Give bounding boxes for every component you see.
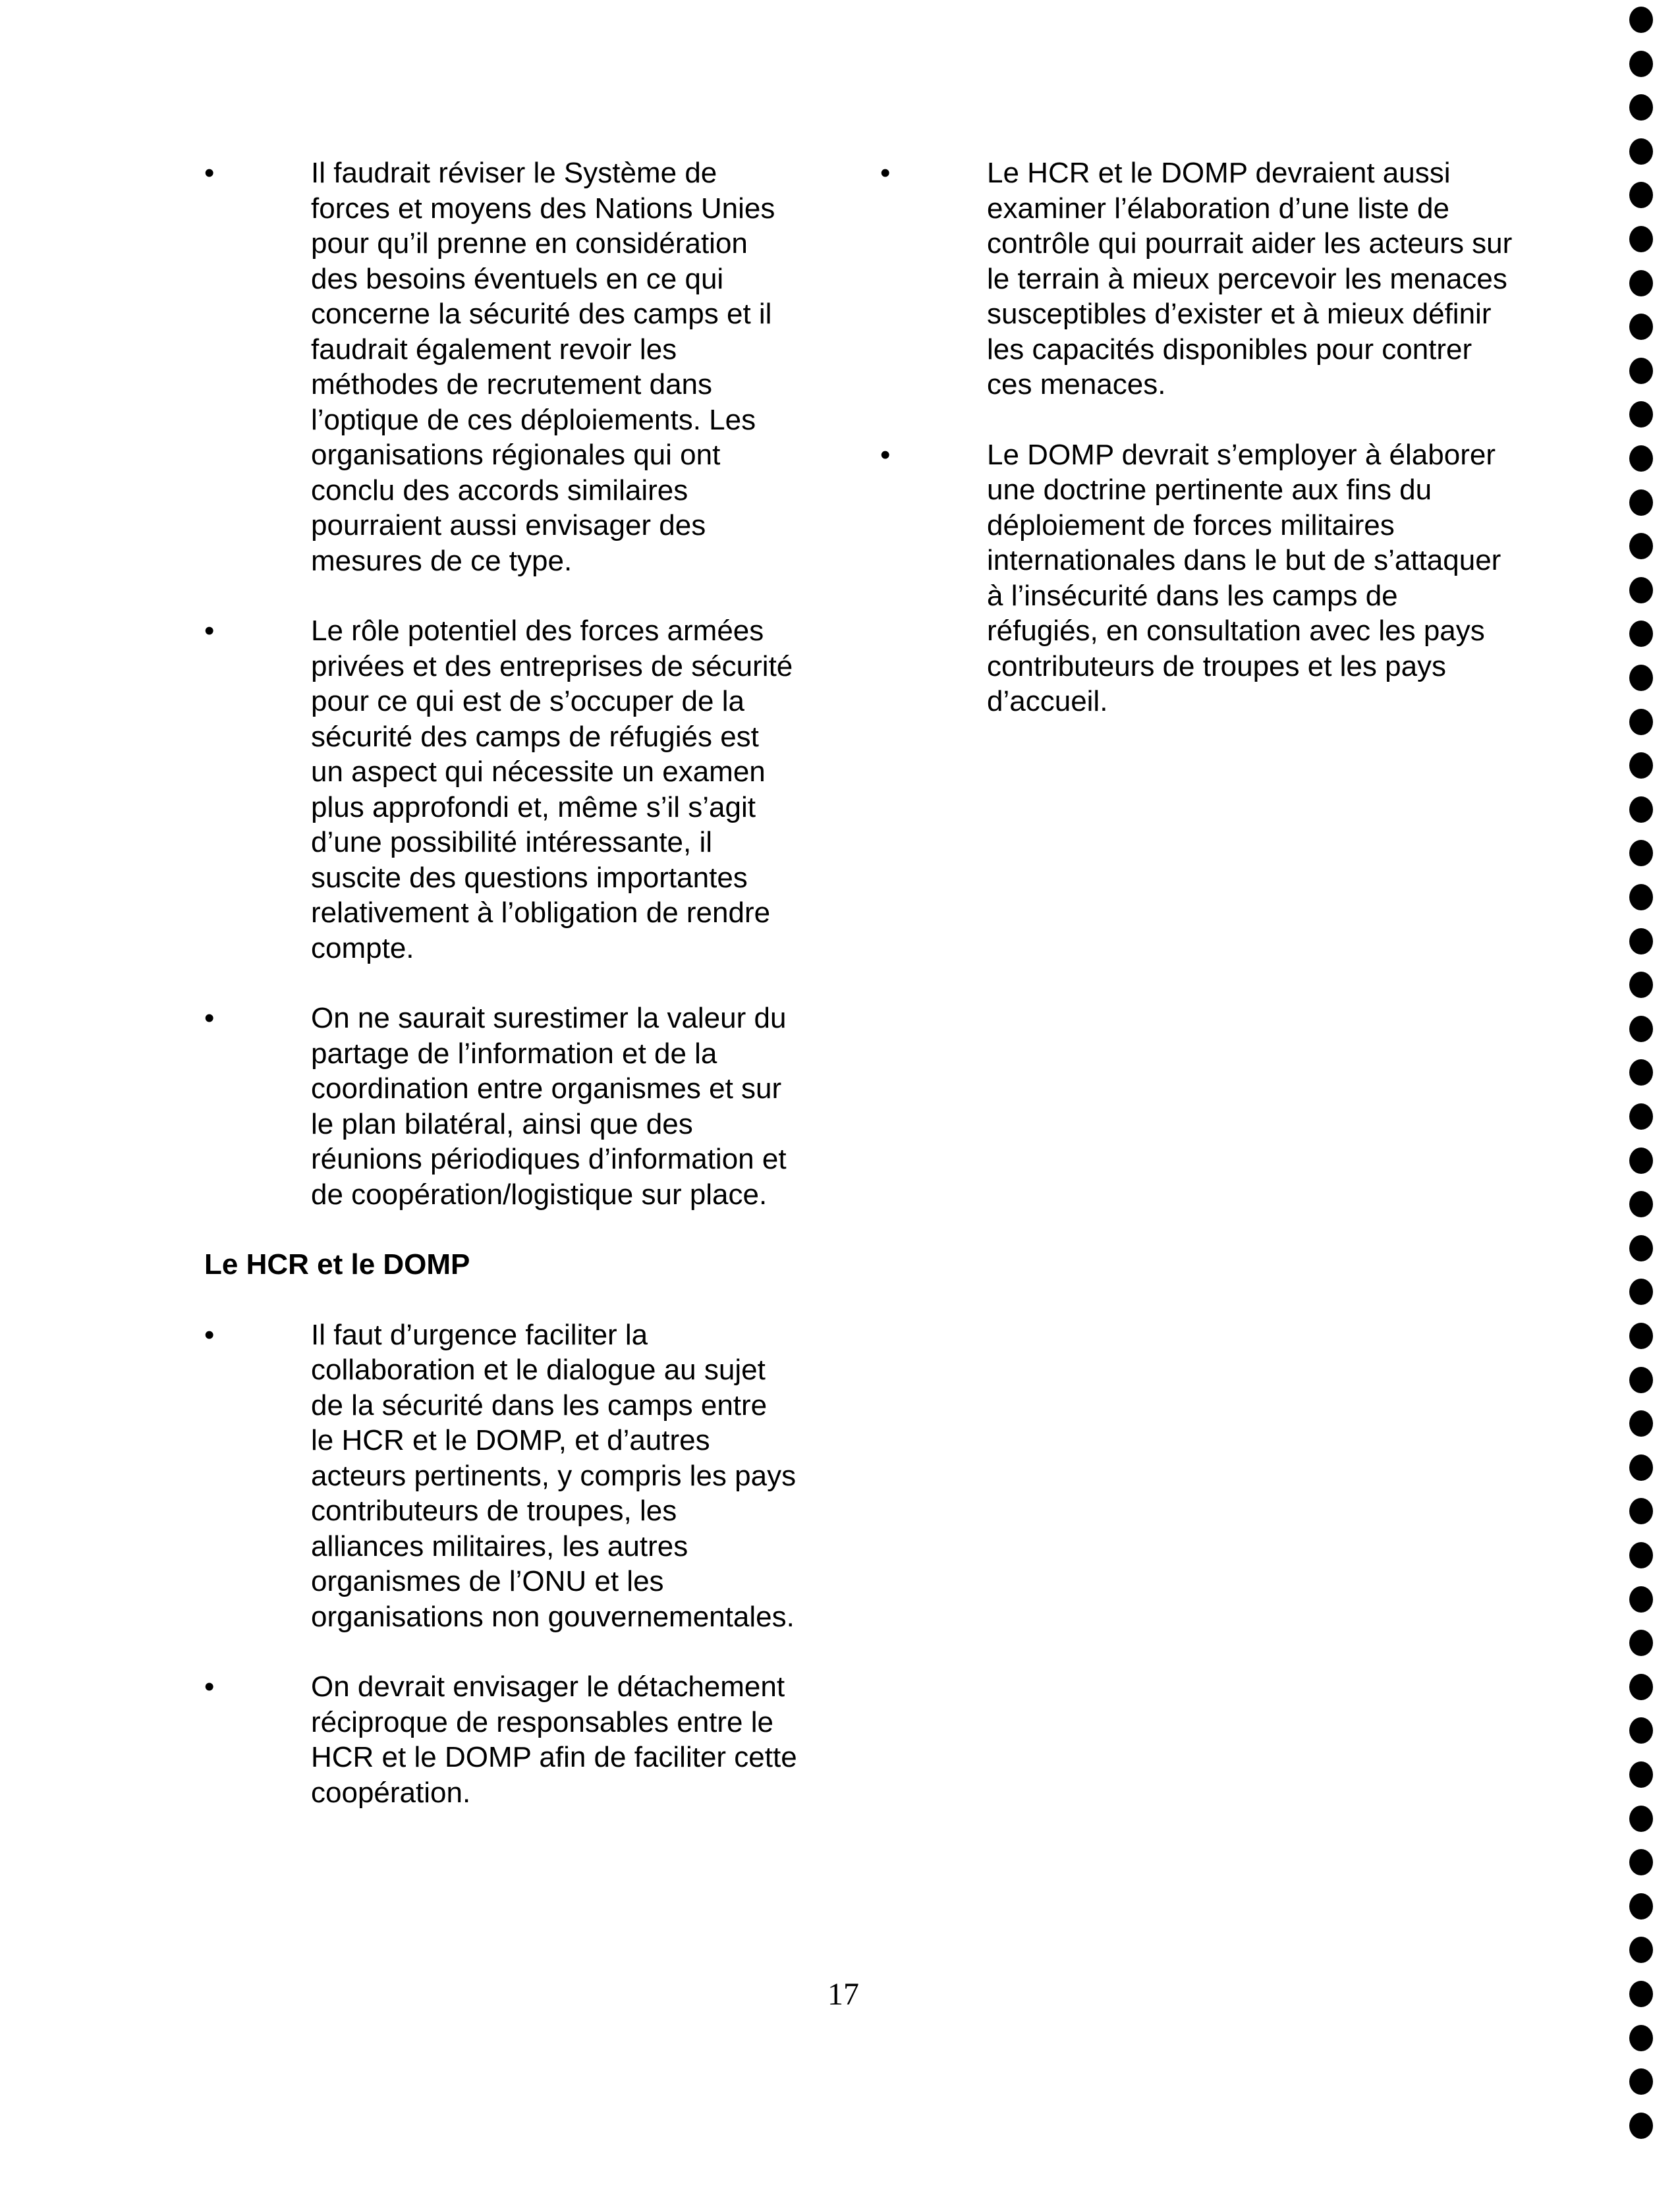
- binding-hole: [1629, 533, 1653, 559]
- binding-hole: [1629, 1103, 1653, 1130]
- binding-hole: [1629, 2025, 1653, 2051]
- section-heading: Le HCR et le DOMP: [204, 1248, 470, 1281]
- left-column: [204, 155, 797, 1845]
- binding-hole: [1629, 884, 1653, 910]
- list-item-text: On devrait envisager le détachement réciproque de responsables entre le HCR et le DOMP afin de faciliter cette coopération.: [311, 1671, 797, 1809]
- binding-hole: [1629, 577, 1653, 603]
- binding-hole: [1629, 972, 1653, 998]
- binding-hole: [1629, 1279, 1653, 1305]
- binding-hole: [1629, 1498, 1653, 1524]
- binding-hole: [1629, 358, 1653, 384]
- list-item: [204, 1001, 797, 1212]
- binding-hole: [1629, 1323, 1653, 1349]
- binding-hole: [1629, 270, 1653, 296]
- right-column: [880, 155, 1513, 754]
- binding-hole: [1629, 7, 1653, 33]
- binding-hole: [1629, 401, 1653, 428]
- binding-hole: [1629, 94, 1653, 121]
- binding-hole: [1629, 752, 1653, 779]
- binding-hole: [1629, 1059, 1653, 1086]
- binding-hole: [1629, 1717, 1653, 1744]
- binding-hole: [1629, 1235, 1653, 1261]
- binding-hole: [1629, 1981, 1653, 2007]
- list-item: [880, 155, 1513, 402]
- list-item: [204, 1317, 797, 1635]
- list-item: [204, 613, 797, 966]
- binding-hole: [1629, 1542, 1653, 1568]
- binding-hole: [1629, 840, 1653, 866]
- binding-hole: [1629, 1454, 1653, 1481]
- list-item-text: Le DOMP devrait s’employer à élaborer une doctrine pertinente aux fins du déploiement de forces militaires internationales dans le but de s’attaquer à l’insécurité dans les camps de réfugiés, en consultation avec les pays contributeurs de troupes et les pays d’accueil.: [987, 438, 1501, 717]
- list-item-text: Le HCR et le DOMP devraient aussi examiner l’élaboration d’une liste de contrôle qui pourrait aider les acteurs sur le terrain à mieux percevoir les menaces susceptibles d’exister et à mieux définir les capacités disponibles pour contrer ces menaces.: [987, 157, 1513, 401]
- binding-hole: [1629, 621, 1653, 647]
- binding-hole: [1629, 1761, 1653, 1788]
- binding-hole: [1629, 1806, 1653, 1832]
- binding-hole: [1629, 1586, 1653, 1613]
- binding-hole: [1629, 1937, 1653, 1963]
- binding-hole: [1629, 445, 1653, 472]
- binding-hole: [1629, 314, 1653, 340]
- binding-hole: [1629, 2113, 1653, 2139]
- binding-hole: [1629, 665, 1653, 691]
- binding-hole: [1629, 1191, 1653, 1217]
- binding-hole: [1629, 1148, 1653, 1174]
- binding-hole: [1629, 796, 1653, 823]
- binding-holes: [1624, 0, 1664, 2185]
- binding-hole: [1629, 182, 1653, 208]
- binding-hole: [1629, 1410, 1653, 1437]
- list-item-text: On ne saurait surestimer la valeur du partage de l’information et de la coordination entre organismes et sur le plan bilatéral, ainsi que des réunions périodiques d’information et de coopération/logistique sur place.: [311, 1002, 787, 1211]
- bullet-icon: •: [880, 157, 891, 189]
- binding-hole: [1629, 489, 1653, 516]
- binding-hole: [1629, 1849, 1653, 1875]
- binding-hole: [1629, 138, 1653, 165]
- bullet-icon: •: [204, 1671, 215, 1703]
- binding-hole: [1629, 2068, 1653, 2095]
- binding-hole: [1629, 1674, 1653, 1700]
- bullet-icon: •: [204, 615, 215, 647]
- bullet-icon: •: [204, 1002, 215, 1034]
- binding-hole: [1629, 709, 1653, 735]
- list-item: [880, 437, 1513, 719]
- binding-hole: [1629, 928, 1653, 954]
- list-item-text: Il faut d’urgence faciliter la collaboration et le dialogue au sujet de la sécurité dans les camps entre le HCR et le DOMP, et d’autres acteurs pertinents, y compris les pays contributeurs de troupes, les alliances militaires, les autres organismes de l’ONU et les organisations non gouvernementales.: [311, 1318, 797, 1633]
- binding-hole: [1629, 1893, 1653, 1920]
- bullet-icon: •: [880, 438, 891, 471]
- binding-hole: [1629, 1367, 1653, 1393]
- list-item-text: Il faudrait réviser le Système de forces et moyens des Nations Unies pour qu’il prenne en considération des besoins éventuels en ce qui concerne la sécurité des camps et il faudrait également revoir les méthodes de recrutement dans l’optique de ces déploiements. Les organisations régionales qui ont conclu des accords similaires pourraient aussi envisager des mesures de ce type.: [311, 157, 775, 577]
- bullet-icon: •: [204, 1318, 215, 1351]
- bullet-icon: •: [204, 157, 215, 189]
- binding-hole: [1629, 226, 1653, 252]
- list-item: [204, 1669, 797, 1810]
- binding-hole: [1629, 1016, 1653, 1042]
- binding-hole: [1629, 1630, 1653, 1656]
- list-item-text: Le rôle potentiel des forces armées privées et des entreprises de sécurité pour ce qui est de s’occuper de la sécurité des camps de réfugiés est un aspect qui nécessite un examen plus approfondi et, même s’il s’agit d’une possibilité intéressante, il suscite des questions importantes relativement à l’obligation de rendre compte.: [311, 615, 793, 964]
- page-number: 17: [827, 1977, 859, 2012]
- list-item: [204, 155, 797, 578]
- binding-hole: [1629, 51, 1653, 77]
